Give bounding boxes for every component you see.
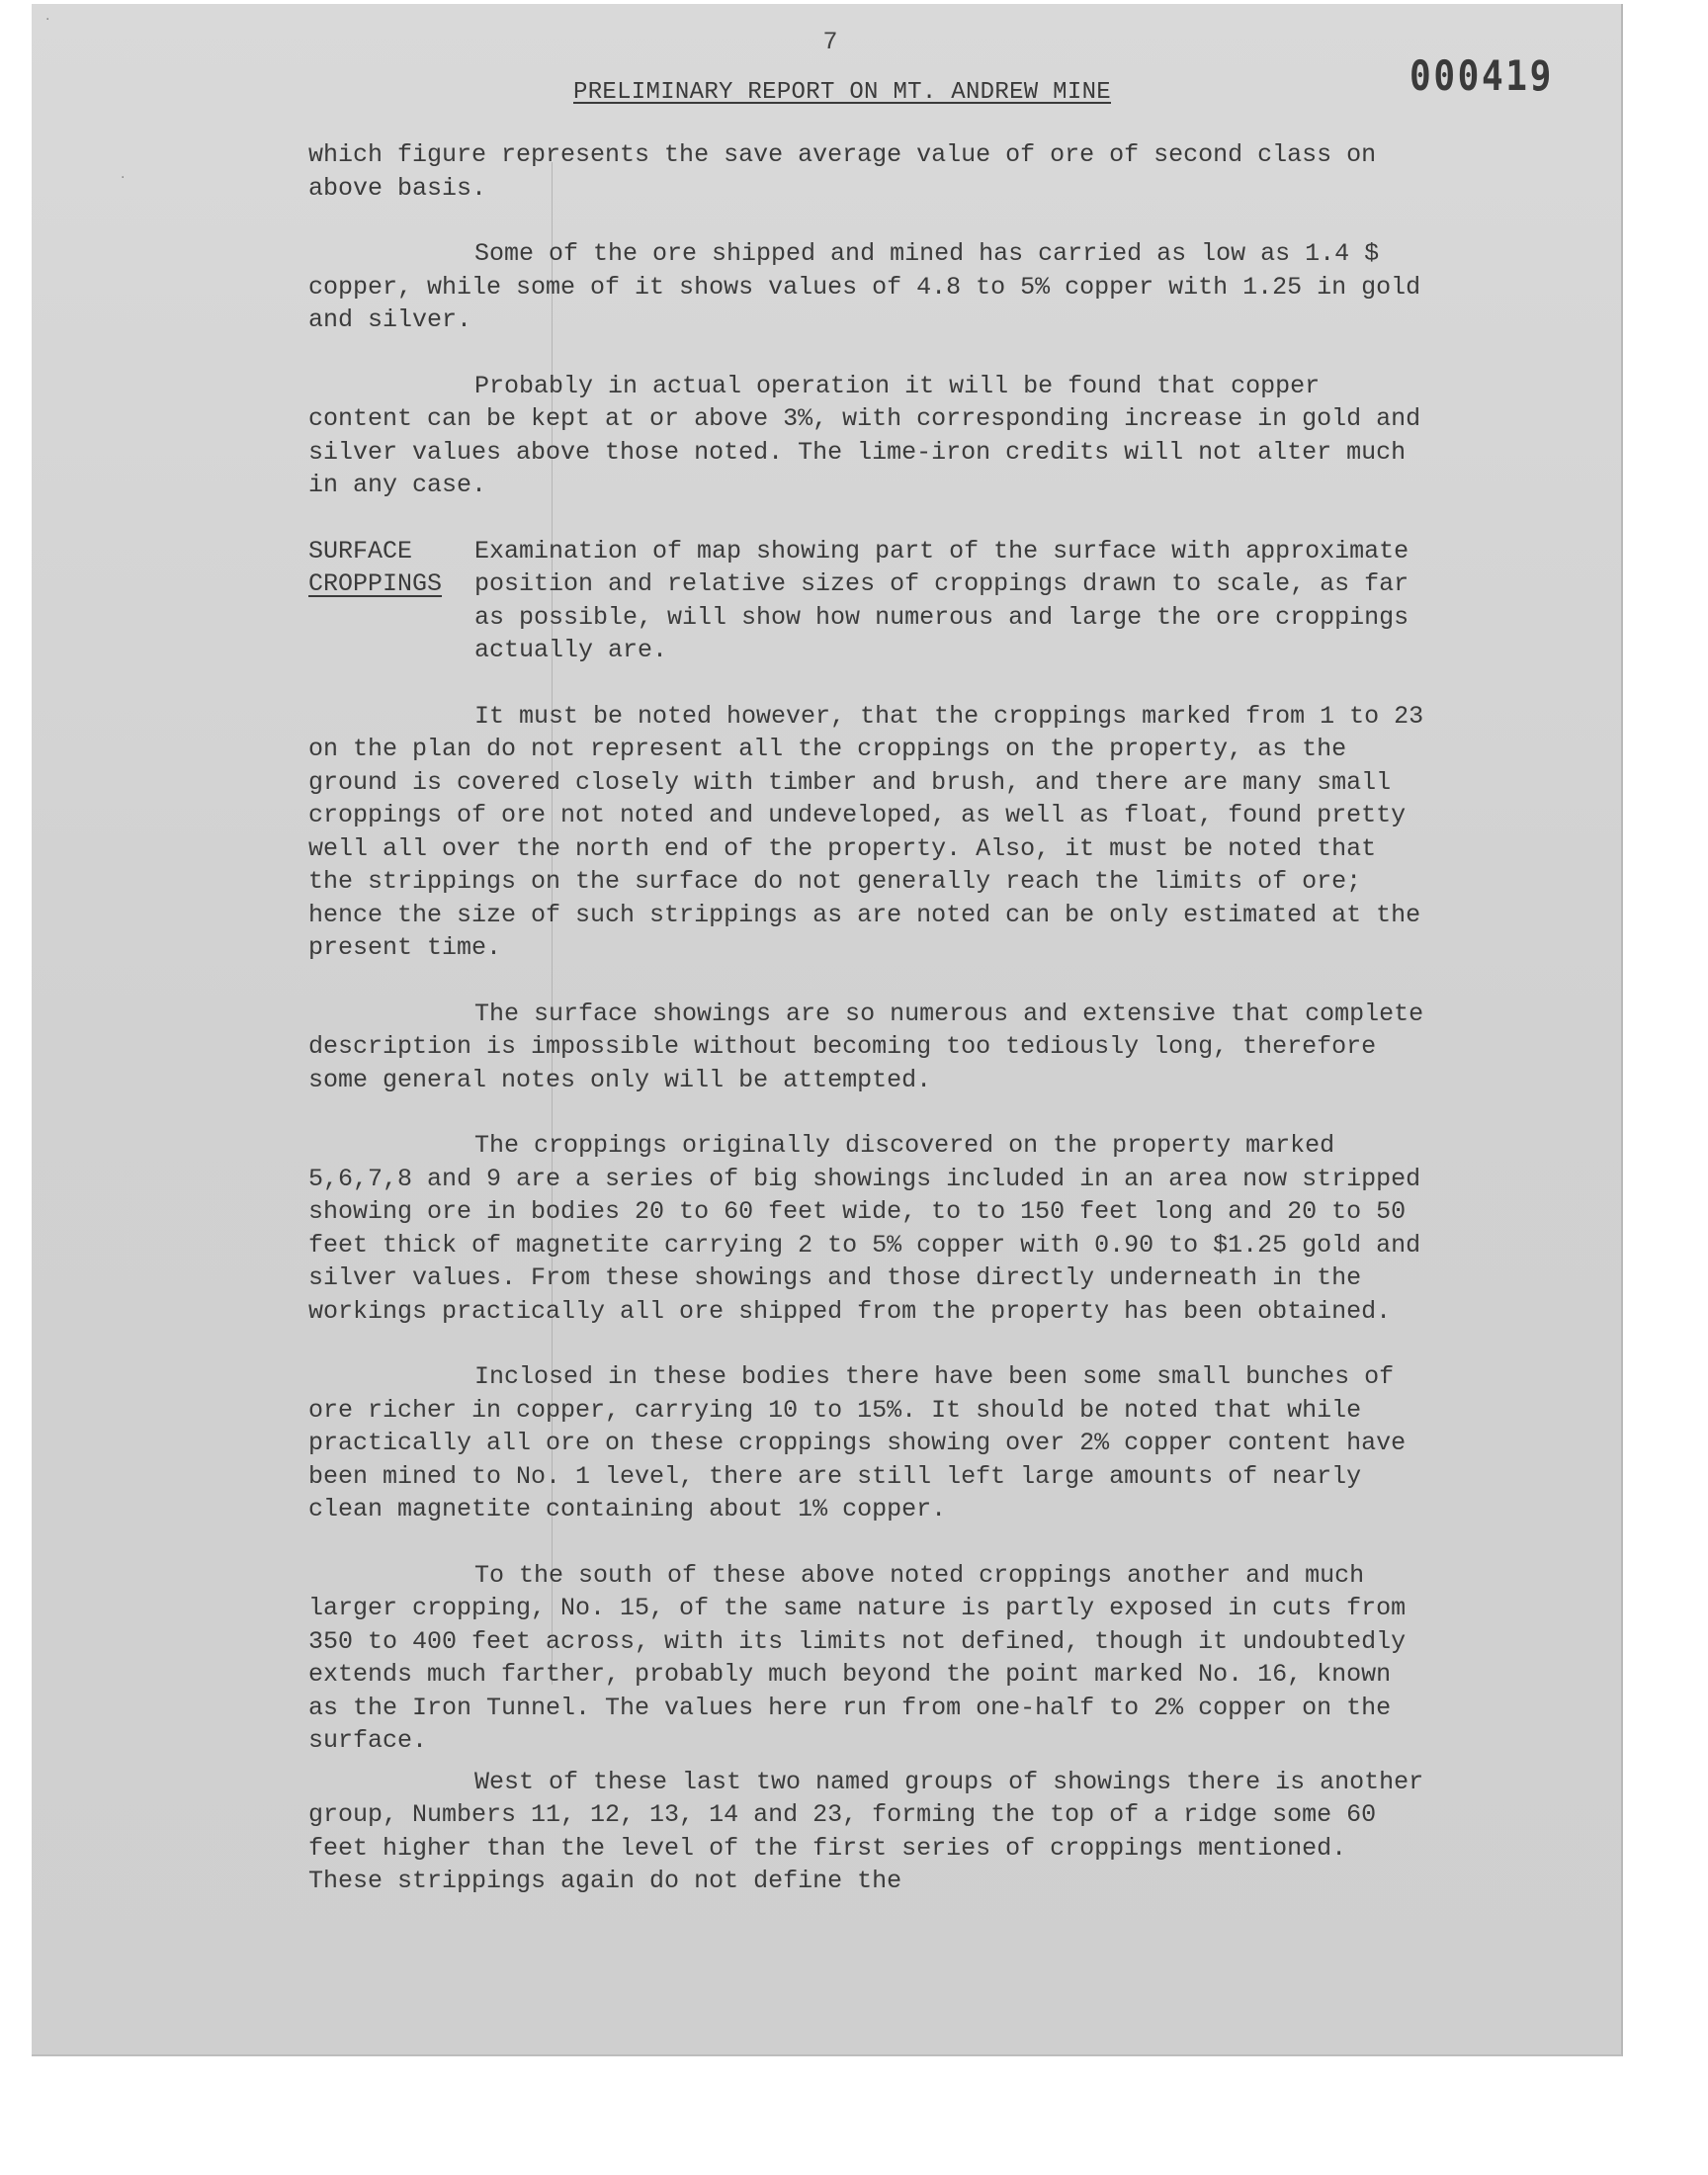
- section-heading-line-2: CROPPINGS: [308, 569, 443, 598]
- document-stamp-number: 000419: [1409, 51, 1554, 100]
- paragraph: The surface showings are so numerous and extensive that complete description is impossible without becoming too tediously long, therefore some general notes only will be attempted.: [308, 999, 1424, 1094]
- report-title: PRELIMINARY REPORT ON MT. ANDREW MINE: [573, 79, 1111, 106]
- section-heading-line-1: SURFACE: [308, 536, 413, 566]
- section-heading: [308, 535, 474, 667]
- paragraph: which figure represents the save average value of ore of second class on above basis.: [308, 140, 1377, 203]
- paragraph: To the south of these above noted croppings another and much larger cropping, No. 15, of the same nature is partly exposed in cuts from 350 to 400 feet across, with its limits not defined, though it undoubtedly extends much farther, probably much beyond the point marked No. 16, known as the Iron Tunnel. The values here run from one-half to 2% copper on the surface.: [308, 1560, 1407, 1755]
- paragraph: It must be noted however, that the croppings marked from 1 to 23 on the plan do not represent all the croppings on the property, as the ground is covered closely with timber and brush, and there are many small croppings of ore not noted and undeveloped, as well as float, found pretty well all over the north end of the property. Also, it must be noted that the strippings on the surface do not generally reach the limits of ore; hence the size of such strippings as are noted can be only estimated at the present time.: [308, 701, 1424, 962]
- surface-croppings-section: [308, 535, 1435, 667]
- paragraph: The croppings originally discovered on the property marked 5,6,7,8 and 9 are a series of big showings included in an area now stripped showing ore in bodies 20 to 60 feet wide, to to 150 feet long and 20 to 50 feet thick of magnetite carrying 2 to 5% copper with 0.90 to $1.25 gold and silver values. From these showings and those directly underneath in the workings practically all ore shipped from the property has been obtained.: [308, 1131, 1421, 1326]
- paragraph: West of these last two named groups of showings there is another group, Numbers 11, 12, 13, 14 and 23, forming the top of a ridge some 60 feet higher than the level of the first series of croppings mentioned. These strippings again do not define the: [308, 1767, 1424, 1895]
- scan-edge-mark: ·: [45, 12, 50, 28]
- report-body: [308, 138, 1435, 1931]
- page-number: 7: [822, 28, 838, 56]
- paragraph: Probably in actual operation it will be found that copper content can be kept at or above 3%, with corresponding increase in gold and silver values above those noted. The lime-iron credits will not alter much in any case.: [308, 371, 1421, 499]
- paragraph: Inclosed in these bodies there have been some small bunches of ore richer in copper, carrying 10 to 15%. It should be noted that while practically all ore on these croppings showing over 2% copper content have been mined to No. 1 level, there are still left large amounts of nearly clean magnetite containing about 1% copper.: [308, 1362, 1407, 1523]
- section-paragraph: Examination of map showing part of the surface with approximate position and relative sizes of croppings drawn to scale, as far as possible, will show how numerous and large the ore croppings actually are.: [474, 536, 1409, 664]
- paragraph: Some of the ore shipped and mined has carried as low as 1.4 $ copper, while some of it shows values of 4.8 to 5% copper with 1.25 in gold and silver.: [308, 239, 1421, 334]
- scan-edge-mark: ·: [121, 170, 126, 186]
